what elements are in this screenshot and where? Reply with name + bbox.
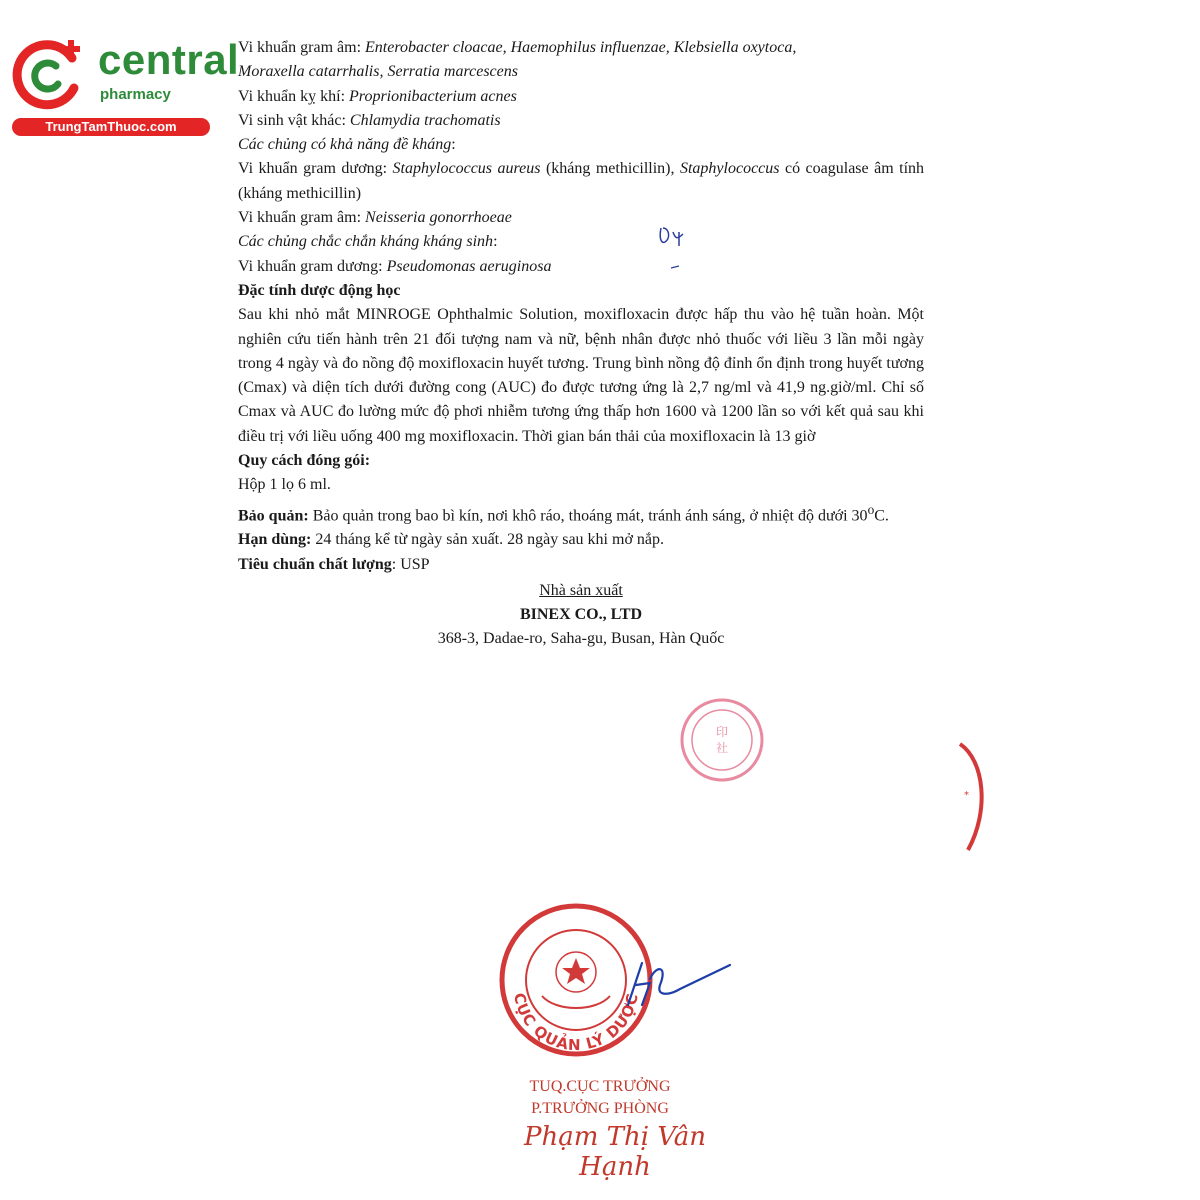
text-line: Vi khuẩn gram âm: Neisseria gonorrhoeae (238, 209, 512, 227)
manufacturer-name: BINEX CO., LTD (519, 606, 643, 624)
signatory-block (470, 1076, 730, 1120)
text-line: Các chủng chắc chắn kháng kháng sinh: (238, 233, 498, 251)
partial-seal-icon (948, 740, 998, 855)
signatory-title-2: P.TRƯỞNG PHÒNG (531, 1100, 669, 1117)
manufacturer-heading: Nhà sản xuất (539, 581, 623, 599)
text-line: Moraxella catarrhalis, Serratia marcescens (238, 63, 518, 81)
svg-text:印: 印 (715, 725, 729, 739)
standard-text: Tiêu chuẩn chất lượng: USP (238, 555, 430, 573)
logo-brand: central (98, 36, 240, 83)
pharmacy-logo (10, 36, 240, 138)
signatory-title-1: TUQ.CỤC TRƯỞNG (529, 1078, 671, 1095)
section-heading: Quy cách đóng gói: (238, 452, 371, 470)
signature-icon (620, 955, 735, 1015)
text-line: Các chủng có khả năng đề kháng: (238, 136, 456, 154)
company-seal-icon (678, 696, 768, 786)
manufacturer-address: 368-3, Dadae-ro, Saha-gu, Busan, Hàn Quốc (437, 630, 725, 648)
central-pharmacy-logo-icon (10, 36, 88, 114)
svg-text:*: * (964, 790, 969, 801)
text-line: Vi khuẩn gram dương: Pseudomonas aeruginosa (238, 257, 552, 275)
document-body (238, 36, 924, 652)
handwritten-initials-icon (655, 222, 695, 274)
pk-paragraph: Sau khi nhỏ mắt MINROGE Ophthalmic Solution, moxifloxacin được hấp thu vào hệ tuần hoàn. Một nghiên cứu tiến hành trên 21 đối tượng nam và nữ, bệnh nhân được nhỏ thuốc với liều 3 lần mỗi ngày trong 4 ngày và đo nồng độ moxifloxacin huyết tương. Trung bình nồng độ đỉnh ổn định trong huyết tương (Cmax) và diện tích dưới đường cong (AUC) đo được tương ứng là 2,7 ng/ml và 41,9 ng.giờ/ml. Chỉ số Cmax và AUC đo lường mức độ phơi nhiễm tương ứng thấp hơn 1600 và 1200 lần so với kết quả sau khi điều trị với liều uống 400 mg moxifloxacin. Thời gian bán thải của moxifloxacin là 13 giờ (238, 306, 924, 445)
storage-text: Bảo quản: Bảo quản trong bao bì kín, nơi khô ráo, thoáng mát, tránh ánh sáng, ở nhiệt độ dưới 30$^o$C. (238, 501, 889, 524)
logo-subtitle: pharmacy (100, 86, 171, 103)
signatory-name: Phạm Thị Vân Hạnh (524, 1122, 706, 1182)
section-heading: Đặc tính dược động học (238, 281, 401, 299)
seal-text: CỤC QUẢN LÝ DƯỢC (510, 991, 642, 1055)
logo-url-badge: TrungTamThuoc.com (12, 118, 210, 136)
svg-text:社: 社 (715, 741, 729, 755)
text-line: Vi khuẩn gram dương: Staphylococcus aureus (kháng methicillin), Staphylococcus có coagulase âm tính (kháng methicillin) (238, 160, 925, 202)
expiry-text: Hạn dùng: 24 tháng kể từ ngày sản xuất. 28 ngày sau khi mở nắp. (238, 531, 664, 549)
packaging-text: Hộp 1 lọ 6 ml. (238, 476, 331, 494)
text-line: Vi khuẩn gram âm: Enterobacter cloacae, Haemophilus influenzae, Klebsiella oxytoca, (238, 39, 797, 56)
text-line: Vi khuẩn kỵ khí: Proprionibacterium acnes (238, 87, 517, 105)
text-line: Vi sinh vật khác: Chlamydia trachomatis (238, 111, 501, 129)
